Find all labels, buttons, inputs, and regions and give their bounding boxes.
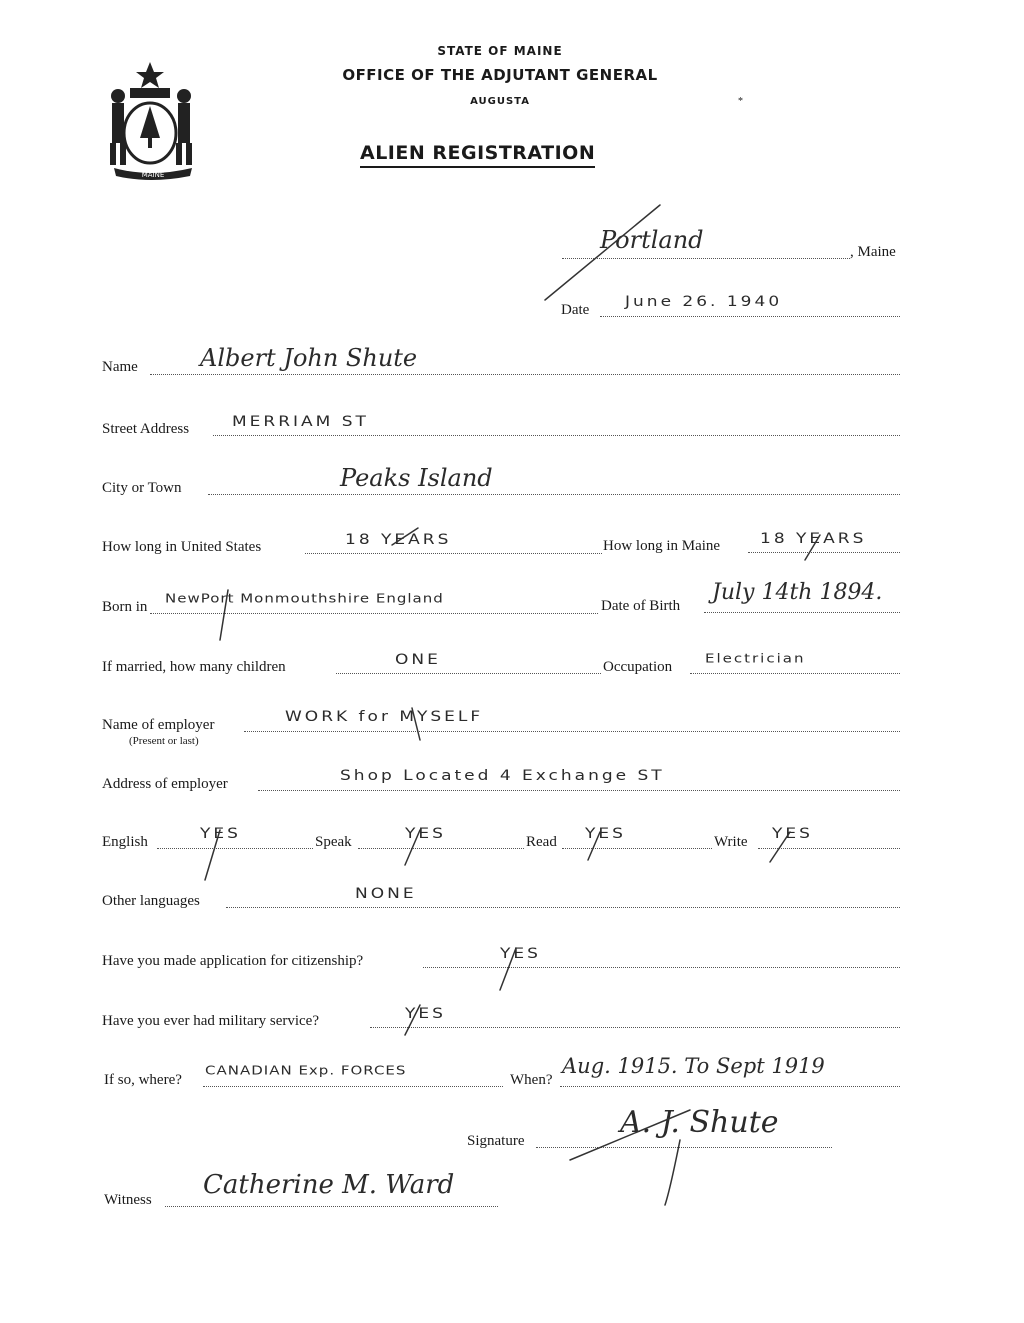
other-lang-line (226, 907, 900, 908)
where-line (203, 1086, 503, 1087)
read-label: Read (526, 834, 557, 850)
header-mark: * (738, 96, 743, 107)
employer-label: Name of employer (102, 717, 215, 733)
dob-line (704, 612, 900, 613)
born-value: NewPort Monmouthshire England (165, 590, 444, 606)
street-label: Street Address (102, 421, 190, 437)
dob-value: July 14th 1894. (712, 580, 883, 605)
emp-address-value: Shop Located 4 Exchange ST (340, 767, 665, 784)
where-value: CANADIAN Exp. FORCES (205, 1062, 407, 1078)
speak-line (358, 848, 524, 849)
occupation-label: Occupation (603, 659, 673, 675)
write-line (758, 848, 900, 849)
date-value: June 26. 1940 (625, 293, 783, 310)
children-line (336, 673, 601, 674)
name-label: Name (102, 359, 138, 375)
city-line (208, 494, 900, 495)
english-line (157, 848, 313, 849)
speak-value: YES (405, 825, 446, 842)
citizenship-value: YES (500, 945, 541, 962)
write-label: Write (714, 834, 748, 850)
street-value: MERRIAM ST (232, 413, 369, 430)
emp-address-line (258, 790, 900, 791)
witness-label: Witness (104, 1192, 152, 1208)
born-label: Born in (102, 599, 148, 615)
date-line (600, 316, 900, 317)
read-line (562, 848, 712, 849)
military-line (370, 1027, 900, 1028)
children-value: ONE (395, 651, 441, 668)
place-value: Portland (600, 226, 704, 254)
header-office: OFFICE OF THE ADJUTANT GENERAL (342, 66, 658, 84)
maine-value: 18 YEARS (760, 530, 867, 547)
us-value: 18 YEARS (345, 531, 452, 548)
name-value: Albert John Shute (200, 344, 418, 372)
born-line (150, 613, 598, 614)
witness-line (165, 1206, 498, 1207)
employer-value: WORK for MYSELF (285, 708, 484, 725)
us-line (305, 553, 602, 554)
seal-text: MAINE (141, 171, 165, 179)
street-line (213, 435, 900, 436)
maine-line (748, 552, 900, 553)
signature-label: Signature (467, 1133, 525, 1149)
us-label: How long in United States (102, 539, 262, 555)
dob-label: Date of Birth (601, 598, 681, 614)
when-label: When? (510, 1072, 553, 1088)
english-value: YES (200, 825, 241, 842)
speak-label: Speak (315, 834, 352, 850)
header-city: AUGUSTA (470, 96, 530, 107)
write-value: YES (772, 825, 813, 842)
form-title: ALIEN REGISTRATION (360, 142, 595, 168)
place-suffix: , Maine (850, 244, 896, 260)
employer-line (244, 731, 900, 732)
header-state: STATE OF MAINE (437, 44, 563, 58)
date-label: Date (561, 302, 590, 318)
when-line (560, 1086, 900, 1087)
occupation-value: Electrician (705, 650, 806, 666)
citizenship-label: Have you made application for citizenship? (102, 953, 364, 969)
place-line (562, 258, 850, 259)
military-value: YES (405, 1005, 446, 1022)
name-line (150, 374, 900, 375)
signature-line (536, 1147, 832, 1148)
city-label: City or Town (102, 480, 182, 496)
emp-address-label: Address of employer (102, 776, 228, 792)
read-value: YES (585, 825, 626, 842)
witness-value: Catherine M. Ward (203, 1170, 455, 1200)
where-label: If so, where? (104, 1072, 182, 1088)
maine-label: How long in Maine (603, 538, 721, 554)
military-label: Have you ever had military service? (102, 1013, 319, 1029)
employer-sub-label: (Present or last) (129, 735, 199, 747)
english-label: English (102, 834, 148, 850)
maine-state-seal-icon (100, 58, 210, 183)
city-value: Peaks Island (340, 464, 493, 492)
citizenship-line (423, 967, 900, 968)
other-lang-value: NONE (355, 885, 417, 902)
signature-value: A. J. Shute (620, 1105, 779, 1140)
other-lang-label: Other languages (102, 893, 200, 909)
occupation-line (690, 673, 900, 674)
when-value: Aug. 1915. To Sept 1919 (562, 1054, 825, 1078)
children-label: If married, how many children (102, 659, 286, 675)
